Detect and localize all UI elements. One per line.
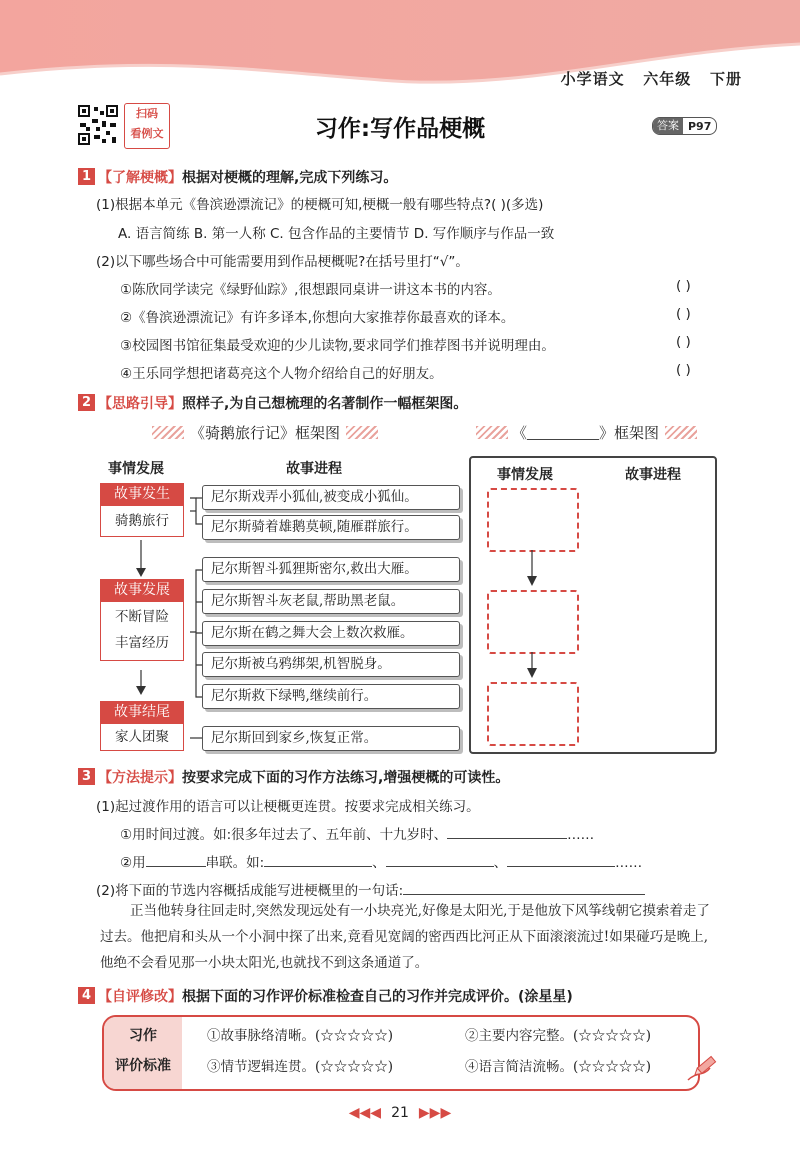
page-title: 习作:写作品梗概 [314, 116, 486, 142]
question-number: 1 [78, 168, 95, 185]
pencil-icon [686, 1050, 722, 1084]
evaluation-header: 习作 评价标准 [104, 1017, 182, 1089]
stripe-decoration [152, 426, 184, 439]
plot-card: 尼尔斯智斗灰老鼠,帮助黑老鼠。 [202, 589, 460, 614]
stage-summary: 不断冒险 丰富经历 [100, 601, 184, 661]
answer-blank[interactable] [146, 852, 206, 867]
q1-item: ①陈欣同学读完《绿野仙踪》,很想跟同桌讲一讲这本书的内容。 [120, 282, 501, 298]
answer-blank[interactable] [507, 852, 615, 867]
plot-card: 尼尔斯在鹤之舞大会上数次救雁。 [202, 621, 460, 646]
answer-blank[interactable] [264, 852, 372, 867]
page-footer [0, 1105, 800, 1121]
answer-paren[interactable]: ( ) [676, 278, 691, 294]
criterion[interactable]: ②主要内容完整。(☆☆☆☆☆) [465, 1028, 652, 1044]
column-header-story: 故事进程 [286, 461, 342, 477]
event-input-box[interactable] [487, 682, 579, 746]
question-number: 4 [78, 987, 95, 1004]
plot-card: 尼尔斯骑着雄鹅莫顿,随雁群旅行。 [202, 515, 460, 540]
page-number: 21 [391, 1105, 409, 1121]
prev-arrows-icon: ◀◀◀ [348, 1105, 382, 1121]
right-chart-title: 《 》框架图 [476, 422, 697, 443]
answer-blank[interactable] [386, 852, 494, 867]
stripe-decoration [476, 426, 508, 439]
plot-card: 尼尔斯回到家乡,恢复正常。 [202, 726, 460, 751]
question-number: 3 [78, 768, 95, 785]
book-title-blank[interactable] [527, 425, 599, 440]
scan-tag[interactable]: 扫码 看例文 [124, 103, 170, 149]
answer-blank[interactable] [447, 824, 567, 839]
q2-heading: 【思路引导】照样子,为自己想梳理的名著制作一幅框架图。 [98, 396, 468, 412]
stripe-decoration [665, 426, 697, 439]
stage-label: 故事发展 [100, 579, 184, 601]
q4-heading: 【自评修改】根据下面的习作评价标准检查自己的习作并完成评价。(涂星星) [98, 989, 573, 1005]
plot-card: 尼尔斯救下绿鸭,继续前行。 [202, 684, 460, 709]
answer-paren[interactable]: ( ) [676, 306, 691, 322]
q3-sub1: (1)起过渡作用的语言可以让梗概更连贯。按要求完成相关练习。 [96, 799, 480, 815]
left-chart-title: 《骑鹅旅行记》框架图 [152, 422, 378, 443]
stage-label: 故事发生 [100, 483, 184, 505]
question-number: 2 [78, 394, 95, 411]
q1-sub2: (2)以下哪些场合中可能需要用到作品梗概呢?在括号里打“√”。 [96, 254, 469, 270]
answer-paren[interactable]: ( ) [676, 362, 691, 378]
q3-item1: ①用时间过渡。如:很多年过去了、五年前、十九岁时、 …… [120, 823, 594, 843]
answer-paren[interactable]: ( ) [676, 334, 691, 350]
q1-options: A. 语言简练 B. 第一人称 C. 包含作品的主要情节 D. 写作顺序与作品一致 [118, 226, 555, 242]
q1-item: ②《鲁滨逊漂流记》有许多译本,你想向大家推荐你最喜欢的译本。 [120, 310, 515, 326]
criterion[interactable]: ①故事脉络清晰。(☆☆☆☆☆) [207, 1028, 394, 1044]
q3-sub2: (2)将下面的节选内容概括成能写进梗概里的一句话: [96, 879, 645, 899]
header-subject: 小学语文 六年级 下册 [560, 70, 742, 88]
plot-card: 尼尔斯戏弄小狐仙,被变成小狐仙。 [202, 485, 460, 510]
stripe-decoration [346, 426, 378, 439]
plot-card: 尼尔斯被乌鸦绑架,机智脱身。 [202, 652, 460, 677]
answer-blank[interactable] [403, 880, 645, 895]
criterion[interactable]: ③情节逻辑连贯。(☆☆☆☆☆) [207, 1059, 394, 1075]
stage-summary: 骑鹅旅行 [100, 505, 184, 537]
plot-card: 尼尔斯智斗狐狸斯密尔,救出大雁。 [202, 557, 460, 582]
q3-item2: ②用 串联。如: 、 、 …… [120, 851, 642, 871]
q1-item: ④王乐同学想把诸葛亮这个人物介绍给自己的好朋友。 [120, 366, 443, 382]
column-header-story: 故事进程 [625, 467, 681, 483]
stage-label: 故事结尾 [100, 701, 184, 723]
next-arrows-icon: ▶▶▶ [418, 1105, 452, 1121]
q1-item: ③校园图书馆征集最受欢迎的少儿读物,要求同学们推荐图书并说明理由。 [120, 338, 555, 354]
stage-summary: 家人团聚 [100, 723, 184, 751]
answer-badge: 答案 P97 [652, 117, 717, 135]
framework-arrows [520, 548, 544, 688]
column-header-event: 事情发展 [108, 461, 164, 477]
q1-heading: 【了解梗概】根据对梗概的理解,完成下列练习。 [98, 170, 398, 186]
q1-sub1: (1)根据本单元《鲁滨逊漂流记》的梗概可知,梗概一般有哪些特点?( )(多选) [96, 197, 544, 213]
event-input-box[interactable] [487, 488, 579, 552]
criterion[interactable]: ④语言简洁流畅。(☆☆☆☆☆) [465, 1059, 652, 1075]
column-header-event: 事情发展 [497, 467, 553, 483]
excerpt-passage: 正当他转身往回走时,突然发现远处有一小块亮光,好像是太阳光,于是他放下风筝线朝它摸索着走了过去。他把肩和头从一个小洞中探了出来,竟看见宽阔的密西西比河正从下面滚滚流过!如果碰巧是晚上,他绝不会看见那一小块太阳光,也就找不到这条通道了。 [100, 903, 710, 971]
q3-heading: 【方法提示】按要求完成下面的习作方法练习,增强梗概的可读性。 [98, 770, 510, 786]
